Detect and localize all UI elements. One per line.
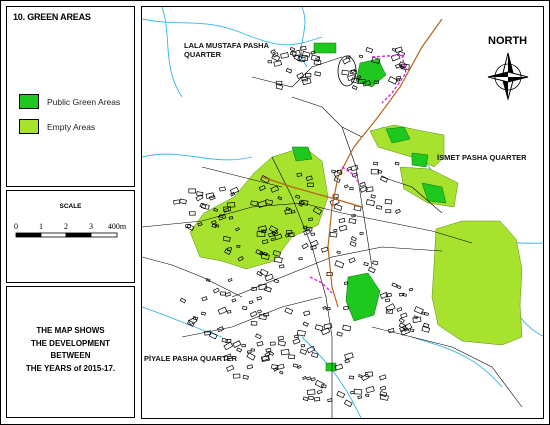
urban-block (385, 299, 389, 302)
urban-block (380, 386, 385, 390)
urban-block (386, 210, 391, 213)
urban-block (359, 55, 362, 57)
urban-block (276, 85, 283, 90)
urban-block (247, 353, 255, 360)
urban-block (308, 396, 313, 400)
urban-block (311, 353, 318, 358)
urban-block (354, 389, 362, 394)
urban-block (293, 339, 300, 345)
urban-block (305, 74, 311, 77)
scale-tick-1: 1 (39, 222, 43, 231)
urban-block (351, 69, 355, 72)
urban-block (311, 378, 315, 381)
urban-block (315, 325, 323, 331)
urban-block (250, 311, 257, 317)
urban-block (321, 247, 328, 252)
urban-block (368, 267, 375, 273)
urban-block (376, 206, 381, 210)
legend-title: 10. GREEN AREAS (13, 12, 91, 22)
urban-block (317, 390, 322, 394)
urban-block (174, 200, 180, 204)
urban-block (243, 307, 247, 310)
urban-block (277, 364, 284, 369)
scale-panel (6, 190, 135, 283)
urban-block (314, 397, 320, 401)
urban-block (410, 329, 414, 332)
urban-block (281, 53, 289, 59)
urban-block (380, 375, 387, 380)
urban-block (286, 69, 292, 73)
urban-block (386, 304, 395, 312)
legend-item-public-green (19, 94, 120, 109)
urban-block (270, 342, 275, 345)
urban-block (257, 297, 262, 301)
scale-tick-0: 0 (14, 222, 18, 231)
urban-block (337, 332, 343, 336)
urban-block (237, 348, 242, 352)
urban-block (349, 219, 356, 224)
note-line-3: THE YEARS of 2015-17. (25, 363, 116, 373)
urban-block (300, 349, 307, 354)
urban-block (272, 54, 280, 61)
urban-block (251, 349, 255, 352)
urban-block (345, 353, 354, 360)
map-panel (141, 6, 544, 419)
urban-block (180, 298, 185, 303)
urban-block (298, 365, 302, 368)
urban-block (364, 262, 368, 265)
urban-block (302, 51, 310, 57)
legend-item-empty-areas (19, 119, 95, 134)
urban-block (302, 78, 311, 85)
scale-title: SCALE (59, 203, 82, 210)
urban-block (302, 243, 308, 248)
urban-block (334, 204, 342, 210)
urban-block (395, 162, 399, 165)
urban-block (344, 185, 348, 188)
urban-block (201, 312, 205, 315)
urban-block (285, 308, 293, 314)
urban-block (409, 288, 413, 291)
urban-block (242, 345, 246, 347)
urban-block (422, 326, 430, 332)
urban-block (339, 225, 347, 231)
urban-block (385, 199, 392, 204)
scale-tick-400m: 400m (107, 222, 127, 231)
urban-block (243, 375, 248, 379)
north-arrow-icon (488, 53, 528, 99)
urban-block (360, 182, 366, 186)
urban-block (268, 61, 272, 63)
urban-block (258, 310, 262, 313)
urban-block (388, 77, 397, 85)
urban-block (323, 306, 327, 309)
urban-block (315, 72, 321, 76)
urban-block (310, 240, 318, 247)
urban-block (351, 165, 358, 171)
urban-block (337, 251, 341, 254)
urban-block (303, 322, 308, 326)
note-panel (6, 286, 135, 418)
urban-block (224, 342, 233, 350)
urban-block (280, 371, 283, 374)
urban-block (209, 332, 217, 339)
urban-block (414, 307, 423, 314)
urban-block (233, 374, 240, 378)
urban-block (343, 325, 351, 331)
legend-label-empty-areas: Empty Areas (47, 121, 96, 132)
urban-block (352, 86, 357, 90)
urban-block (413, 317, 421, 323)
urban-block (299, 258, 302, 260)
urban-block (202, 297, 207, 301)
empty-area-swatch (19, 119, 39, 134)
urban-block (259, 314, 267, 320)
scale-tick-3: 3 (89, 222, 93, 231)
urban-block (232, 299, 236, 302)
urban-block (315, 380, 324, 388)
urban-block (397, 76, 401, 79)
urban-block (225, 292, 230, 296)
urban-block (289, 355, 295, 359)
legend-panel (6, 6, 135, 187)
urban-block (304, 311, 310, 316)
urban-block (374, 162, 378, 165)
urban-block (281, 349, 289, 354)
urban-block (278, 341, 285, 346)
urban-block (220, 187, 226, 191)
quarter-label-ismet-pasha: İSMET PASHA QUARTER (437, 153, 527, 162)
urban-block (366, 48, 373, 53)
urban-block (344, 400, 352, 407)
urban-block (327, 272, 332, 275)
urban-block (251, 322, 257, 326)
urban-block (303, 397, 308, 401)
urban-block (397, 308, 402, 312)
urban-block (189, 212, 195, 215)
urban-block (301, 345, 305, 347)
urban-block (397, 285, 401, 288)
quarter-label-lala-line2: QUARTER (184, 50, 222, 59)
urban-block (227, 311, 231, 314)
note-line-2: THE DEVELOPMENT BETWEEN (30, 338, 111, 360)
urban-block (197, 192, 203, 196)
urban-block (307, 390, 315, 395)
urban-block (274, 279, 279, 283)
urban-block (380, 176, 387, 182)
urban-block (311, 233, 315, 235)
urban-block (257, 342, 263, 347)
urban-block (307, 377, 311, 380)
urban-block (262, 356, 269, 361)
urban-block (342, 70, 349, 75)
urban-block (337, 391, 345, 398)
urban-block (227, 365, 234, 371)
urban-block (358, 396, 362, 399)
urban-block (399, 318, 404, 322)
urban-block (295, 335, 299, 337)
note-line-1: THE MAP SHOWS (36, 326, 105, 335)
urban-block (343, 57, 351, 64)
public-green-swatch (19, 94, 39, 109)
urban-block (290, 47, 294, 50)
urban-block (350, 242, 356, 247)
urban-block (344, 306, 349, 310)
urban-block (255, 334, 261, 339)
urban-block (366, 200, 374, 206)
urban-block (378, 170, 382, 173)
urban-block (339, 218, 345, 222)
urban-block (247, 365, 253, 369)
urban-block (274, 61, 282, 67)
urban-block (335, 261, 344, 268)
urban-block (213, 288, 219, 293)
urban-block (371, 195, 376, 198)
urban-block (349, 376, 354, 379)
urban-block (392, 283, 397, 287)
urban-block (401, 313, 407, 318)
urban-block (189, 189, 196, 193)
urban-block (345, 359, 350, 363)
urban-block (218, 307, 227, 314)
urban-block (249, 301, 253, 304)
urban-block (271, 50, 276, 54)
urban-block (180, 199, 187, 204)
urban-block (330, 232, 337, 237)
urban-block (278, 336, 284, 340)
urban-block (303, 376, 307, 379)
quarter-label-lala-mustafa-pasha (184, 41, 269, 59)
urban-block (362, 374, 370, 381)
urban-block (366, 386, 374, 392)
urban-block (328, 399, 332, 402)
urban-block (351, 237, 356, 241)
urban-block (373, 261, 378, 265)
quarter-label-piyale-pasha: PİYALE PASHA QUARTER (144, 354, 238, 363)
urban-block (358, 375, 362, 378)
scale-bar (7, 219, 133, 279)
quarter-label-lala-line1: LALA MUSTAFA PASHA (184, 41, 269, 50)
urban-block (395, 209, 400, 213)
urban-block (233, 341, 241, 348)
legend-label-public-green: Public Green Areas (47, 96, 121, 107)
scale-tick-2: 2 (64, 222, 68, 231)
urban-block (228, 278, 232, 281)
urban-block (365, 394, 368, 396)
urban-block (360, 233, 363, 235)
urban-block (221, 292, 226, 295)
urban-block (349, 258, 355, 263)
urban-block (290, 51, 296, 56)
urban-block (264, 313, 269, 317)
north-label: NORTH (488, 35, 528, 47)
map-note (11, 325, 130, 375)
urban-block (326, 307, 330, 310)
urban-block (350, 188, 354, 190)
urban-block (334, 230, 337, 232)
urban-block (279, 265, 284, 268)
